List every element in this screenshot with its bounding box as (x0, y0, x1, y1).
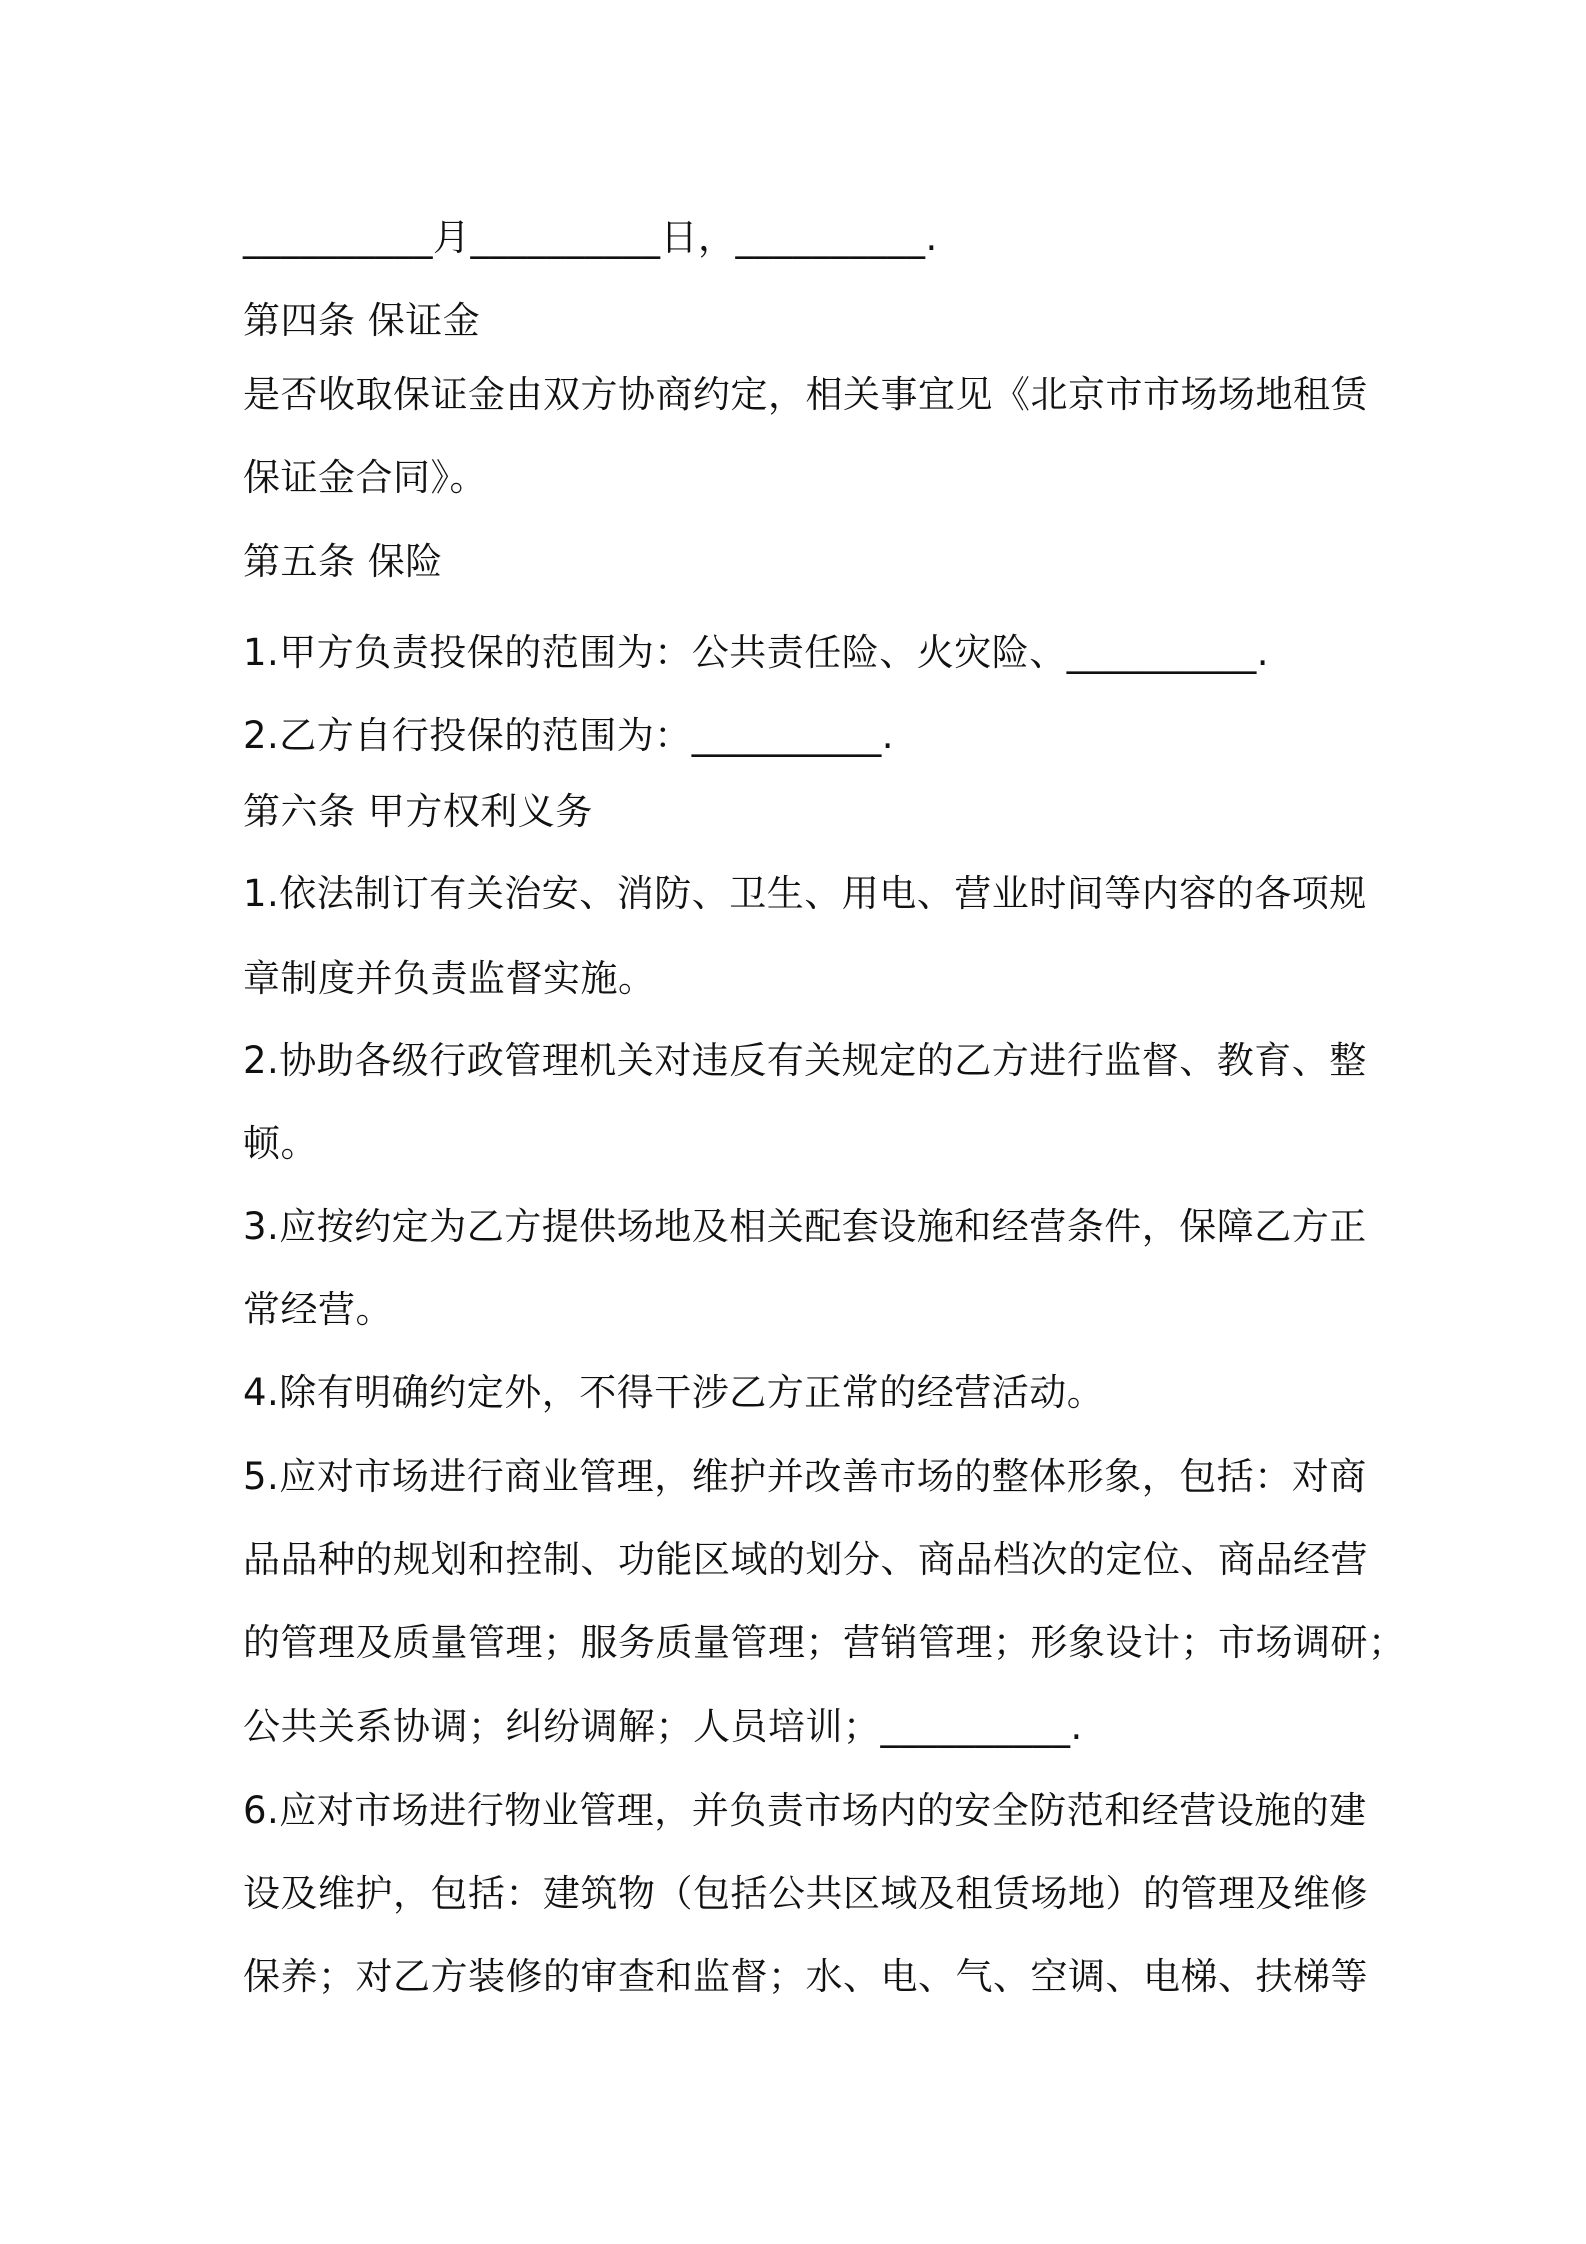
article-6-item-1-line-2: 章制度并负责监督实施。 (243, 957, 656, 1000)
article-6-heading: 第六条 甲方权利义务 (243, 790, 593, 833)
article-6-item-4: 4.除有明确约定外，不得干涉乙方正常的经营活动。 (243, 1371, 1105, 1414)
article-6-item-3-line-1: 3.应按约定为乙方提供场地及相关配套设施和经营条件，保障乙方正 (243, 1205, 1367, 1248)
article-6-item-6-line-1: 6.应对市场进行物业管理，并负责市场内的安全防范和经营设施的建 (243, 1789, 1367, 1832)
article-4-text-line-2: 保证金合同》。 (243, 456, 487, 499)
article-4-text-line-1: 是否收取保证金由双方协商约定，相关事宜见《北京市市场场地租赁 (243, 373, 1368, 416)
article-6-item-5-line-3: 的管理及质量管理；服务质量管理；营销管理；形象设计；市场调研； (243, 1621, 1406, 1664)
article-5-heading: 第五条 保险 (243, 540, 443, 583)
article-6-item-6-line-2: 设及维护，包括：建筑物（包括公共区域及租赁场地）的管理及维修 (243, 1872, 1368, 1915)
article-6-item-2-line-1: 2.协助各级行政管理机关对违反有关规定的乙方进行监督、教育、整 (243, 1039, 1367, 1082)
article-6-item-2-line-2: 顿。 (243, 1122, 318, 1165)
date-blanks-line: __________月__________日，__________. (243, 216, 938, 259)
article-4-heading: 第四条 保证金 (243, 299, 481, 342)
article-6-item-3-line-2: 常经营。 (243, 1288, 393, 1331)
article-6-item-5-line-1: 5.应对市场进行商业管理，维护并改善市场的整体形象，包括：对商 (243, 1455, 1367, 1498)
article-5-item-1: 1.甲方负责投保的范围为：公共责任险、火灾险、__________. (243, 631, 1270, 674)
article-6-item-1-line-1: 1.依法制订有关治安、消防、卫生、用电、营业时间等内容的各项规 (243, 872, 1367, 915)
article-5-item-2: 2.乙方自行投保的范围为：__________. (243, 714, 895, 757)
article-6-item-5-line-4: 公共关系协调；纠纷调解；人员培训；__________. (243, 1705, 1083, 1748)
article-6-item-6-line-3: 保养；对乙方装修的审查和监督；水、电、气、空调、电梯、扶梯等 (243, 1955, 1368, 1998)
article-6-item-5-line-2: 品品种的规划和控制、功能区域的划分、商品档次的定位、商品经营 (243, 1538, 1368, 1581)
